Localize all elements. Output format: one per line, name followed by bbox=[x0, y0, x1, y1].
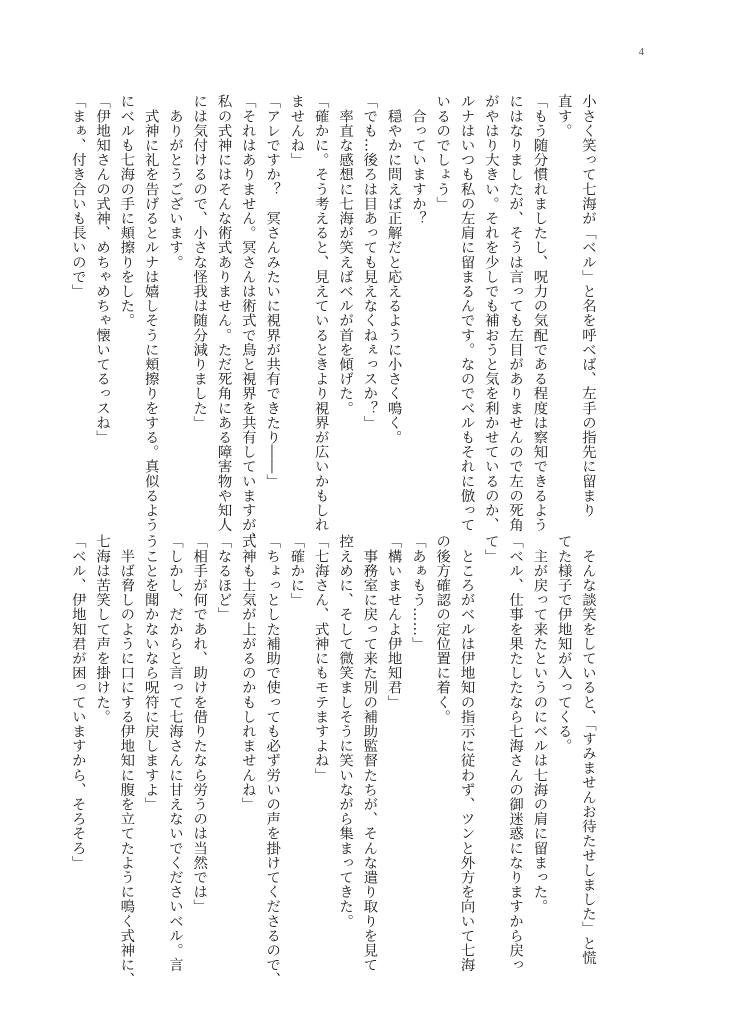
text-line: 七海は苦笑して声を掛けた。 bbox=[94, 534, 111, 724]
text-line: 「しかし、だからと言って七海さんに甘えないでくださいベル。言 bbox=[166, 534, 183, 972]
text-line: 直す。 bbox=[555, 94, 572, 138]
text-line: てた様子で伊地知が入ってくる。 bbox=[555, 534, 572, 753]
text-line: そんな談笑をしていると、「すみませんお待たせしました」と慌 bbox=[580, 534, 596, 965]
text-line: 「まぁ、付き合いも長いので」 bbox=[69, 94, 86, 299]
text-line: ませんね」 bbox=[288, 94, 305, 167]
text-line: 半ば脅しのように口にする伊地知に腹を立てたように鳴く式神に、 bbox=[118, 534, 135, 987]
text-block-top bbox=[69, 94, 600, 547]
text-line: 主が戻って来たというのにベルは七海の肩に留まった。 bbox=[531, 534, 548, 914]
text-line: 「でも…後ろは目あっても見えなくねぇっスか？」 bbox=[361, 94, 378, 430]
text-line: 「七海さん、式神にもモテますよね」 bbox=[312, 534, 329, 783]
text-line: いるのでしょう」 bbox=[434, 94, 451, 211]
text-line: 「構いませんよ伊地知君」 bbox=[385, 534, 402, 710]
text-line: 「もう随分慣れましたし、呪力の気配である程度は察知できるよう bbox=[531, 94, 548, 532]
text-line: 「あぁもう……」 bbox=[409, 534, 426, 651]
text-line: て」 bbox=[482, 534, 499, 564]
text-line: 控えめに、そして微笑ましそうに笑いながら集まってきた。 bbox=[337, 534, 354, 929]
text-line: には気付けるので、小さな怪我は随分減りました」 bbox=[191, 94, 208, 430]
page-number: 4 bbox=[638, 46, 644, 58]
text-line: がやはり大きい。それを少しでも補おうと気を利かせているのか、 bbox=[482, 94, 499, 532]
text-line: の後方確認の定位置に着く。 bbox=[434, 534, 451, 724]
text-line: 合っていますか？ bbox=[409, 94, 426, 226]
text-block-bottom bbox=[69, 534, 600, 987]
text-line: 「それはありません。冥さんは術式で鳥と視界を共有していますが、 bbox=[239, 94, 256, 547]
text-line: 率直な感想に七海が笑えばベルが首を傾げた。 bbox=[337, 94, 354, 416]
text-line: 「伊地知さんの式神、めちゃめちゃ懐いてるっスね」 bbox=[94, 94, 111, 445]
text-line: 「ベル、仕事を果たしたなら七海さんの御迷惑になりますから戻っ bbox=[507, 534, 524, 972]
text-line: 「相手が何であれ、助けを借りたなら労うのは当然では」 bbox=[191, 534, 208, 914]
text-line: 「確かに。そう考えると、見えているときより視界が広いかもしれ bbox=[312, 94, 329, 532]
text-line: 式神も士気が上がるのかもしれませんね」 bbox=[239, 534, 256, 812]
text-line: 小さく笑って七海が「ベル」と名を呼べば、左手の指先に留まり bbox=[580, 94, 596, 518]
text-line: 私の式神にはそんな術式ありません。ただ死角にある障害物や知人 bbox=[215, 94, 232, 532]
text-line: にベルも七海の手に頬擦りをした。 bbox=[118, 94, 135, 328]
text-line: 事務室に戻って来た別の補助監督たちが、そんな遣り取りを見て bbox=[361, 534, 378, 972]
text-line: 「確かに」 bbox=[288, 534, 305, 607]
text-line: にはなりましたが、そうは言っても左目がありませんので左の死角 bbox=[507, 94, 524, 532]
text-line: ありがとうございます。 bbox=[166, 94, 183, 270]
text-line: ところがベルは伊地知の指示に従わず、ツンと外方を向いて七海 bbox=[458, 534, 475, 972]
text-line: 穏やかに問えば正解だと応えるように小さく鳴く。 bbox=[385, 94, 402, 445]
text-line: 式神に礼を告げるとルナは嬉しそうに頬擦りをする。真似るよう bbox=[142, 94, 159, 532]
text-line: 「アレですか？ 冥さんみたいに視界が共有できたり――」 bbox=[264, 94, 281, 489]
text-line: ルナはいつも私の左肩に留まるんです。なのでベルもそれに倣って bbox=[458, 94, 475, 532]
text-line: 「なるほど」 bbox=[215, 534, 232, 622]
text-line: 「ちょっとした補助で使っても必ず労いの声を掛けてくださるので、 bbox=[264, 534, 281, 987]
text-line: 「ベル、伊地知君が困っていますから、そろそろ」 bbox=[69, 534, 86, 870]
text-line: うことを聞かないなら呪符に戻しますよ」 bbox=[142, 534, 159, 812]
